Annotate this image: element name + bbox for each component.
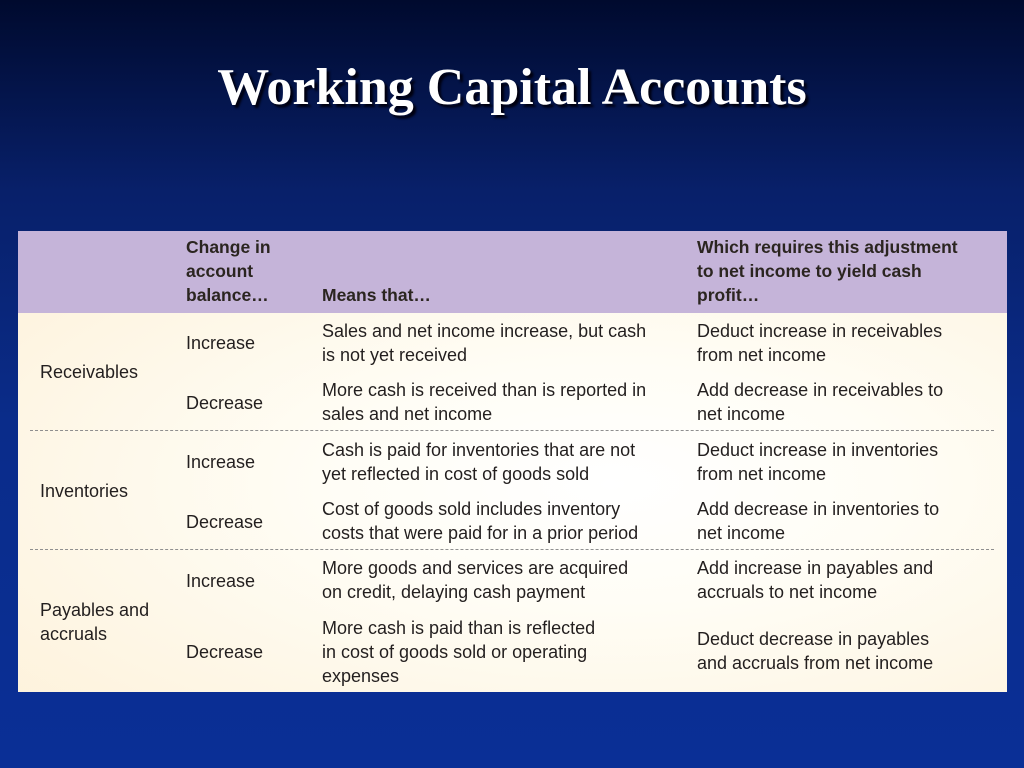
header-means-that	[322, 283, 431, 307]
header-adjustment	[697, 235, 958, 307]
row-label-line: Inventories	[40, 481, 129, 501]
header-adjustment-line: profit…	[697, 285, 760, 305]
change-cell: Increase	[186, 571, 256, 591]
adjustment-line: Deduct increase in receivables	[697, 321, 943, 341]
adjustment-line: and accruals from net income	[697, 653, 934, 673]
adjustment-cell	[697, 438, 938, 486]
means-cell	[322, 616, 595, 688]
means-line: More cash is paid than is reflected	[322, 618, 596, 638]
means-line: on credit, delaying cash payment	[322, 582, 586, 602]
change-cell: Decrease	[186, 512, 264, 532]
adjustment-cell	[697, 497, 939, 545]
header-adjustment-line: Which requires this adjustment	[697, 237, 958, 257]
means-line: Cost of goods sold includes inventory	[322, 499, 621, 519]
adjustment-line: Deduct increase in inventories	[697, 440, 939, 460]
header-change-line: account	[186, 261, 254, 281]
means-cell	[322, 319, 646, 367]
adjustment-line: Add decrease in inventories to	[697, 499, 940, 519]
adjustment-line: net income	[697, 523, 786, 543]
row-label-line: Payables and	[40, 600, 150, 620]
working-capital-table	[18, 231, 1007, 692]
row-label-line: Receivables	[40, 362, 139, 382]
change-cell: Increase	[186, 333, 256, 353]
slide-title: Working Capital Accounts	[217, 59, 807, 116]
means-line: in cost of goods sold or operating	[322, 642, 588, 662]
group-divider	[30, 549, 994, 550]
means-line: yet reflected in cost of goods sold	[322, 464, 590, 484]
means-line: is not yet received	[322, 345, 468, 365]
adjustment-cell	[697, 319, 942, 367]
means-cell	[322, 378, 646, 426]
means-line: expenses	[322, 666, 400, 686]
change-cell: Decrease	[186, 393, 264, 413]
row-label-receivables	[40, 360, 138, 384]
means-line: More cash is received than is reported in	[322, 380, 647, 400]
means-line: Sales and net income increase, but cash	[322, 321, 647, 341]
change-cell: Decrease	[186, 642, 264, 662]
row-label-inventories	[40, 479, 128, 503]
header-change-in-account-balance	[186, 235, 271, 307]
header-adjustment-line: to net income to yield cash	[697, 261, 922, 281]
means-cell	[322, 556, 628, 604]
adjustment-cell	[697, 556, 933, 604]
means-cell	[322, 497, 638, 545]
means-line: Cash is paid for inventories that are not	[322, 440, 636, 460]
header-means-line: Means that…	[322, 285, 431, 305]
adjustment-line: from net income	[697, 464, 827, 484]
adjustment-line: Add decrease in receivables to	[697, 380, 944, 400]
group-divider	[30, 430, 994, 431]
change-cell: Increase	[186, 452, 256, 472]
means-cell	[322, 438, 635, 486]
adjustment-line: Deduct decrease in payables	[697, 629, 930, 649]
adjustment-cell	[697, 627, 933, 675]
means-line: sales and net income	[322, 404, 493, 424]
row-label-line: accruals	[40, 624, 108, 644]
adjustment-line: from net income	[697, 345, 827, 365]
adjustment-cell	[697, 378, 943, 426]
adjustment-line: net income	[697, 404, 786, 424]
means-line: costs that were paid for in a prior period	[322, 523, 639, 543]
header-change-line: balance…	[186, 285, 269, 305]
means-line: More goods and services are acquired	[322, 558, 629, 578]
row-label-payables-and-accruals	[40, 598, 149, 646]
adjustment-line: accruals to net income	[697, 582, 878, 602]
adjustment-line: Add increase in payables and	[697, 558, 934, 578]
header-change-line: Change in	[186, 237, 271, 257]
